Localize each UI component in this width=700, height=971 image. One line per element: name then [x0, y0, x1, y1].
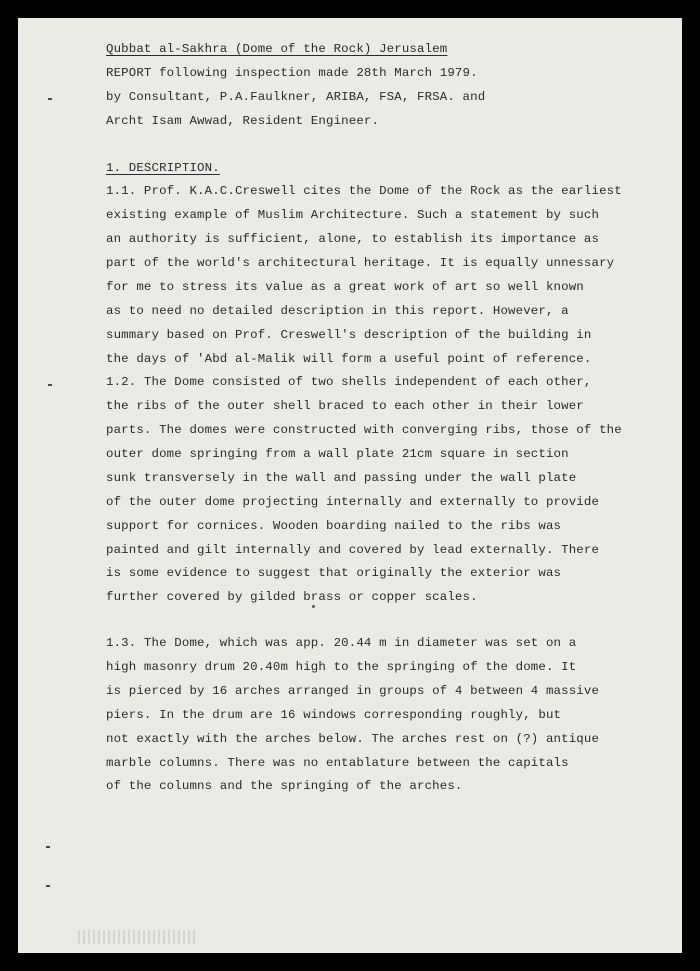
paragraph-line: summary based on Prof. Creswell's description of the building in: [106, 328, 592, 342]
engineer-line: Archt Isam Awwad, Resident Engineer.: [106, 114, 380, 128]
ink-speck: [312, 605, 315, 608]
paragraph-line: outer dome springing from a wall plate 21cm square in section: [106, 447, 569, 461]
report-line: REPORT following inspection made 28th March 1979.: [106, 66, 478, 80]
paragraph-line: part of the world's architectural heritage. It is equally unnessary: [106, 256, 615, 270]
margin-mark: [46, 846, 50, 848]
paragraph-line: 1.2. The Dome consisted of two shells independent of each other,: [106, 375, 592, 389]
document-page: [18, 18, 682, 953]
consultant-line: by Consultant, P.A.Faulkner, ARIBA, FSA, FRSA. and: [106, 90, 486, 104]
paragraph-line: the days of 'Abd al-Malik will form a useful point of reference.: [106, 352, 592, 366]
paragraph-line: of the columns and the springing of the arches.: [106, 779, 463, 793]
paragraph-line: piers. In the drum are 16 windows corresponding roughly, but: [106, 708, 562, 722]
paragraph-line: as to need no detailed description in this report. However, a: [106, 304, 569, 318]
margin-mark: [48, 384, 52, 386]
paragraph-line: not exactly with the arches below. The arches rest on (?) antique: [106, 732, 600, 746]
paragraph-line: 1.1. Prof. K.A.C.Creswell cites the Dome of the Rock as the earliest: [106, 184, 622, 198]
paragraph-line: parts. The domes were constructed with converging ribs, those of the: [106, 423, 622, 437]
paragraph-line: of the outer dome projecting internally and externally to provide: [106, 495, 600, 509]
paragraph-line: for me to stress its value as a great work of art so well known: [106, 280, 584, 294]
section-heading: 1. DESCRIPTION.: [106, 161, 220, 175]
paragraph-line: an authority is sufficient, alone, to establish its importance as: [106, 232, 600, 246]
paragraph-line: existing example of Muslim Architecture. Such a statement by such: [106, 208, 600, 222]
paragraph-line: further covered by gilded brass or copper scales.: [106, 590, 478, 604]
paragraph-line: is some evidence to suggest that originally the exterior was: [106, 566, 562, 580]
paragraph-line: sunk transversely in the wall and passing under the wall plate: [106, 471, 577, 485]
document-title: Qubbat al-Sakhra (Dome of the Rock) Jerusalem: [106, 42, 448, 56]
paragraph-line: the ribs of the outer shell braced to each other in their lower: [106, 399, 584, 413]
paragraph-line: high masonry drum 20.40m high to the springing of the dome. It: [106, 660, 577, 674]
paragraph-line: support for cornices. Wooden boarding nailed to the ribs was: [106, 519, 562, 533]
margin-mark: [48, 98, 52, 100]
margin-mark: [46, 885, 50, 887]
paragraph-line: 1.3. The Dome, which was app. 20.44 m in diameter was set on a: [106, 636, 577, 650]
paragraph-line: marble columns. There was no entablature between the capitals: [106, 756, 569, 770]
paragraph-line: is pierced by 16 arches arranged in groups of 4 between 4 massive: [106, 684, 600, 698]
paper-stain: [78, 930, 198, 944]
paragraph-line: painted and gilt internally and covered by lead externally. There: [106, 543, 600, 557]
